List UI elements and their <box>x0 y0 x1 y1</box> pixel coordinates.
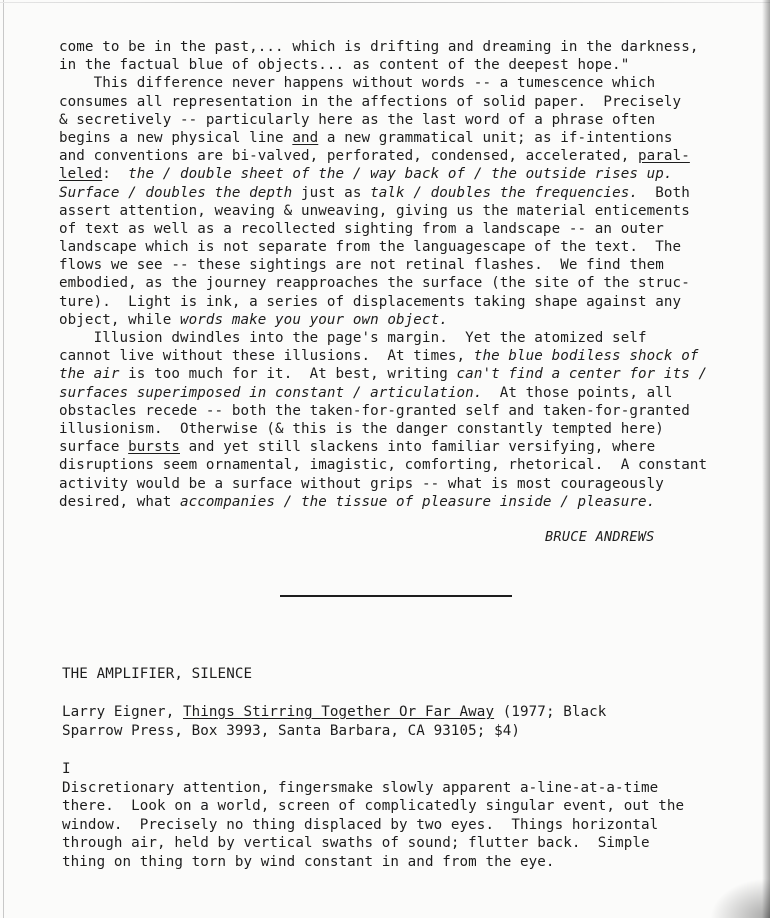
text-run: begins a new physical line <box>59 129 293 146</box>
essay-line <box>59 129 749 147</box>
underlined-text: leled <box>59 166 103 183</box>
essay-line <box>59 238 749 256</box>
text-run: obstacles recede -- both the taken-for-granted self and taken-for-granted <box>59 402 690 419</box>
citation-author: Larry Eigner, <box>62 704 183 720</box>
essay-line <box>59 384 749 402</box>
text-run: landscape which is not separate from the languagescape of the text. The <box>59 239 682 256</box>
text-run: disruptions seem ornamental, imagistic, comforting, rhetorical. A constant <box>59 457 708 474</box>
essay-line <box>59 493 749 511</box>
essay-line <box>59 329 749 347</box>
text-run: embodied, as the journey reapproaches the surface (the site of the struc- <box>59 275 690 292</box>
text-run: is too much for it. At best, writing <box>119 366 457 383</box>
text-run: desired, what <box>59 493 180 510</box>
italic-text: the / double sheet of the / way back of / the outside rises up. <box>128 166 673 183</box>
section-number: I <box>62 761 71 777</box>
italic-text: talk / doubles the frequencies. <box>370 184 638 201</box>
text-run: just as <box>292 184 371 201</box>
text-run: a new grammatical unit; as if-intentions <box>318 129 673 146</box>
essay-line <box>59 293 749 311</box>
text-run: of text as well as a recollected sighting from a landscape -- an outer <box>59 220 664 237</box>
text-run: At those points, all <box>482 384 673 401</box>
essay-line <box>59 438 749 456</box>
text-run: : <box>102 166 129 183</box>
essay-body <box>59 38 749 511</box>
text-run: cannot live without these illusions. At times, <box>59 348 474 365</box>
underlined-text: and <box>292 129 319 146</box>
review-body <box>62 779 684 871</box>
text-run: object, while <box>59 311 180 328</box>
text-run: consumes all representation in the affections of solid paper. Precisely <box>59 93 682 110</box>
text-run: surface <box>59 439 129 456</box>
essay-line <box>59 74 749 92</box>
underlined-text: bursts <box>128 439 180 456</box>
review-line: window. Precisely no thing displaced by two eyes. Things horizontal <box>62 816 659 833</box>
essay-line <box>59 56 749 74</box>
citation-publisher: Sparrow Press, Box 3993, Santa Barbara, CA 93105; $4) <box>62 723 521 739</box>
essay-line <box>59 220 749 238</box>
italic-text: accompanies / the tissue of pleasure inside / pleasure. <box>179 493 656 510</box>
text-run: and yet still slackens into familiar versifying, where <box>180 439 656 456</box>
essay-line <box>59 274 749 292</box>
citation-title: Things Stirring Together Or Far Away <box>182 704 495 720</box>
text-run: assert attention, weaving & unweaving, giving us the material enticements <box>59 202 690 219</box>
text-run: Both <box>638 184 690 201</box>
review-line: there. Look on a world, screen of complicatedly singular event, out the <box>62 798 685 815</box>
text-run: ture). Light is ink, a series of displacements taking shape against any <box>59 293 682 310</box>
text-run: come to be in the past,... which is drifting and dreaming in the darkness, <box>59 39 699 55</box>
review-line: Discretionary attention, fingersmake slowly apparent a-line-at-a-time <box>62 780 659 796</box>
essay-line <box>59 402 749 420</box>
text-run: This difference never happens without words -- a tumescence which <box>59 75 656 92</box>
italic-text: surfaces superimposed in constant / articulation. <box>59 384 483 401</box>
review-line: through air, held by vertical swaths of sound; flutter back. Simple <box>62 835 650 852</box>
text-run: in the factual blue of objects... as content of the deepest hope." <box>59 57 630 74</box>
page-right-shadow <box>762 0 770 918</box>
essay-line <box>59 311 749 329</box>
essay-line <box>59 38 749 56</box>
text-run: & secretively -- particularly here as the last word of a phrase often <box>59 111 656 128</box>
essay-line <box>59 165 749 183</box>
book-citation <box>62 703 606 741</box>
review-heading: THE AMPLIFIER, SILENCE <box>62 666 253 682</box>
review-line: thing on thing torn by wind constant in and from the eye. <box>62 853 555 870</box>
text-run: and conventions are bi-valved, perforated, condensed, accelerated, <box>59 148 638 165</box>
underlined-text: paral- <box>638 148 690 165</box>
italic-text: Surface / doubles the depth <box>59 184 293 201</box>
text-run: flows we see -- these sightings are not retinal flashes. We find them <box>59 257 664 274</box>
citation-publication: (1977; Black <box>494 704 607 720</box>
essay-line <box>59 347 749 365</box>
essay-line <box>59 365 749 383</box>
page-top-edge <box>0 2 770 3</box>
text-run: Illusion dwindles into the page's margin. Yet the atomized self <box>59 330 647 346</box>
page-corner-shadow <box>710 878 770 918</box>
page-left-edge <box>3 0 4 918</box>
author-signature: BRUCE ANDREWS <box>545 529 655 545</box>
essay-line <box>59 93 749 111</box>
essay-line <box>59 456 749 474</box>
text-run: activity would be a surface without grips -- what is most courageously <box>59 475 664 492</box>
italic-text: words make you your own object. <box>179 311 448 328</box>
essay-line <box>59 111 749 129</box>
review-section <box>62 666 742 870</box>
italic-text: can't find a center for its / <box>456 366 708 383</box>
section-divider-rule <box>280 595 512 597</box>
italic-text: the air <box>59 366 120 383</box>
essay-line <box>59 475 749 493</box>
essay-line <box>59 147 749 165</box>
essay-line <box>59 202 749 220</box>
essay-line <box>59 420 749 438</box>
italic-text: the blue bodiless shock of <box>473 348 699 365</box>
essay-line <box>59 256 749 274</box>
essay-line <box>59 184 749 202</box>
text-run: illusionism. Otherwise (& this is the danger constantly tempted here) <box>59 420 664 437</box>
